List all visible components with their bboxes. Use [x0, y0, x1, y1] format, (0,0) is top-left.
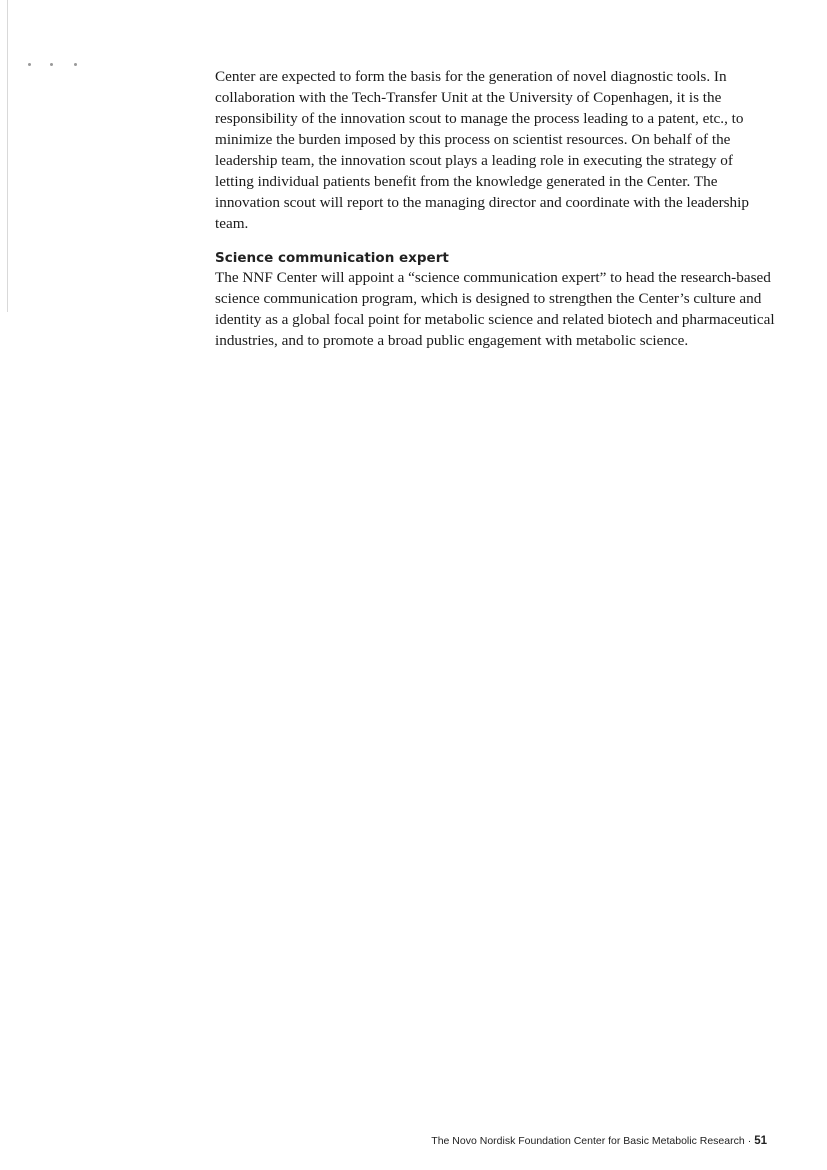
margin-dot: [50, 63, 53, 66]
margin-dots: [28, 63, 88, 69]
margin-dot: [28, 63, 31, 66]
footer-title: The Novo Nordisk Foundation Center for Basic Metabolic Research: [431, 1135, 745, 1147]
section-heading-science-communication: Science communication expert: [215, 250, 449, 266]
page-number: 51: [754, 1135, 767, 1147]
page-body: [215, 66, 775, 351]
margin-rule: [7, 0, 8, 312]
page-footer: [431, 1135, 767, 1147]
margin-dot: [74, 63, 77, 66]
footer-separator: ·: [747, 1135, 752, 1147]
body-paragraph-science-communication: The NNF Center will appoint a “science communication expert” to head the research-based science communication program, which is designed to strengthen the Center’s culture and identity as a global focal point for metabolic science and related biotech and pharmaceutical industries, and to promote a broad public engagement with metabolic science.: [215, 269, 775, 349]
body-paragraph-innovation-scout: Center are expected to form the basis for the generation of novel diagnostic tools. In collaboration with the Tech-Transfer Unit at the University of Copenhagen, it is the responsibility of the innovation scout to manage the process leading to a patent, etc., to minimize the burden imposed by this process on scientist resources. On behalf of the leadership team, the innovation scout plays a leading role in executing the strategy of letting individual patients benefit from the knowledge generated in the Center. The innovation scout will report to the managing director and coordinate with the leadership team.: [215, 68, 749, 232]
